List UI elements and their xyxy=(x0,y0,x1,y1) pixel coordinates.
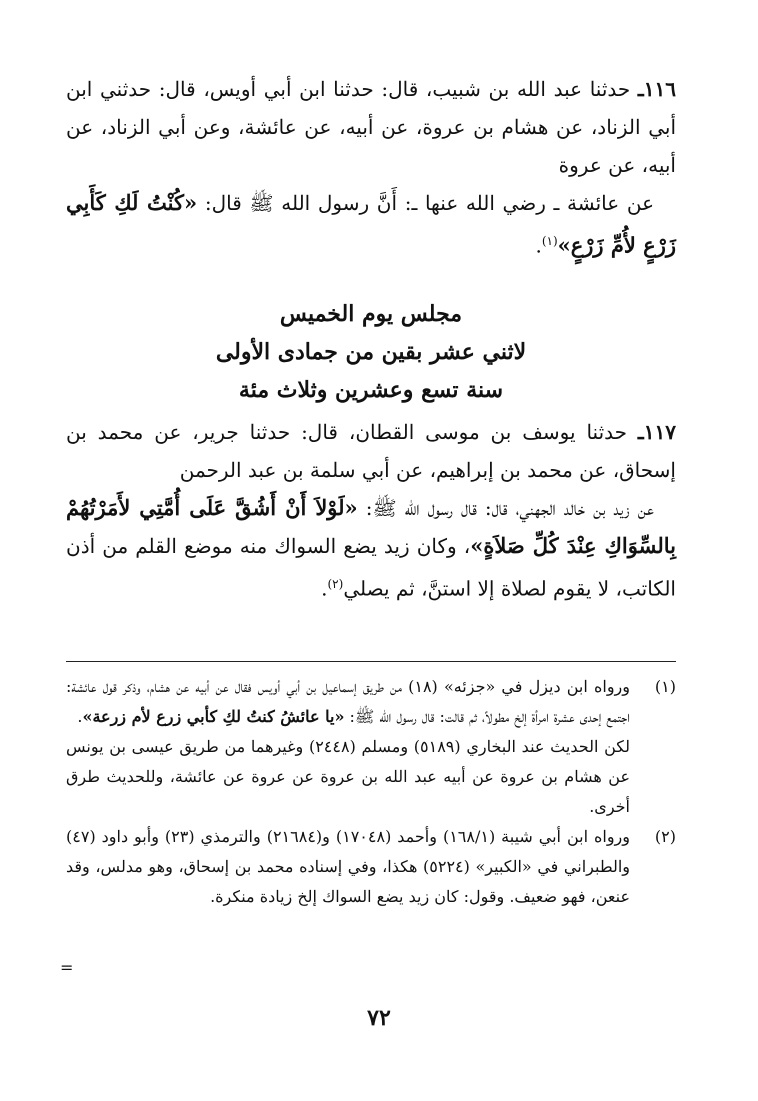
hadith-117-intro: عن زيد بن خالد الجهني، قال: قال رسول الله ﷺ: xyxy=(365,495,655,520)
hadith-117-rest: ، وكان زيد يضع السواك منه موضع القلم من أذن الكاتب، لا يقوم لصلاة إلا استنَّ، ثم يصلي xyxy=(66,533,676,601)
main-text xyxy=(66,70,676,607)
footnote-ref-1[interactable]: (١) xyxy=(541,234,558,248)
hadith-117-matn xyxy=(66,489,676,608)
hadith-116-number: ١١٦ـ xyxy=(637,77,677,101)
hadith-116-isnad-text: حدثنا عبد الله بن شبيب، قال: حدثنا ابن أبي أويس، قال: حدثني ابن أبي الزناد، عن هشام بن عروة، عن أبيه، عن عائشة، وعن أبي الزناد، عن أبيه، عن عروة xyxy=(66,77,676,177)
hadith-116-intro: عن عائشة ـ رضي الله عنها ـ: أَنَّ رسول الله ﷺ قال: xyxy=(204,191,655,215)
majlis-heading-line-2: لاثني عشر بقين من جمادى الأولى xyxy=(215,338,527,365)
hadith-116-matn xyxy=(66,184,676,265)
footnote-1-body xyxy=(66,672,630,822)
majlis-heading-line-1: مجلس يوم الخميس xyxy=(279,300,463,327)
footnote-1-para-1 xyxy=(66,672,630,732)
hadith-116-end: . xyxy=(535,233,542,258)
footnote-1-quote: «يا عائشُ كنتُ لكِ كأبي زرع لأم زرعة» xyxy=(82,707,345,726)
footnote-2-number: (٢) xyxy=(654,827,676,846)
page-number: ٧٢ xyxy=(367,1005,391,1031)
footnote-2-body xyxy=(66,822,630,912)
hadith-117-isnad-text: حدثنا يوسف بن موسى القطان، قال: حدثنا جرير، عن محمد بن إسحاق، عن محمد بن إبراهيم، عن أبي سلمة بن عبد الرحمن xyxy=(66,419,676,482)
continuation-mark: = xyxy=(60,958,74,977)
footnote-1-text-c: . xyxy=(77,707,83,726)
footnote-2-para-1: ورواه ابن أبي شيبة (١٦٨/١) وأحمد (١٧٠٤٨) و(٢١٦٨٤) والترمذي (٢٣) وأبو داود (٤٧) والطبراني في «الكبير» (٥٢٢٤) هكذا، وفي إسناده محمد بن إسحاق، وهو مدلس، وقد عنعن، فهو ضعيف. وقول: كان زيد يضع السواك إلخ زيادة منكرة. xyxy=(66,827,631,906)
footnote-divider xyxy=(66,661,676,662)
hadith-117-number: ١١٧ـ xyxy=(637,419,677,444)
hadith-117-text: «لَوْلاَ أَنْ أَشُقَّ عَلَى أُمَّتِي لأَمَرْتُهُمْ بِالسِّوَاكِ عِنْدَ كُلِّ صَلاَةٍ» xyxy=(66,494,676,558)
hadith-116-isnad xyxy=(66,70,676,184)
majlis-heading-line-3: سنة تسع وعشرين وثلاث مئة xyxy=(238,376,504,403)
footnotes xyxy=(66,672,676,912)
footnote-1-text-a: ورواه ابن ديزل في «جزئه» (١٨) من طريق إسماعيل بن أبي أويس فقال عن أبيه عن هشام، وذكر قول عائشة: اجتمع إحدى عشرة امرأة إلخ مطولاً، ثم قالت: قال رسول الله ﷺ: xyxy=(66,677,630,726)
hadith-116-text: «كُنْتُ لَكِ كَأَبِي زَرْعٍ لأُمِّ زَرْعٍ» xyxy=(66,190,676,258)
footnote-1-para-2: لكن الحديث عند البخاري (٥١٨٩) ومسلم (٢٤٤٨) وغيرهما من طريق عيسى بن يونس عن هشام بن عروة عن أبيه عبد الله بن عروة عن عروة عن عائشة، وللحديث طرق أخرى. xyxy=(66,737,630,816)
hadith-117-end: . xyxy=(321,576,328,601)
majlis-heading xyxy=(66,295,676,409)
footnote-1 xyxy=(66,672,676,822)
footnote-2 xyxy=(66,822,676,912)
hadith-117-isnad xyxy=(66,413,676,489)
footnote-1-number: (١) xyxy=(654,677,676,696)
footnote-ref-2[interactable]: (٢) xyxy=(327,576,344,591)
